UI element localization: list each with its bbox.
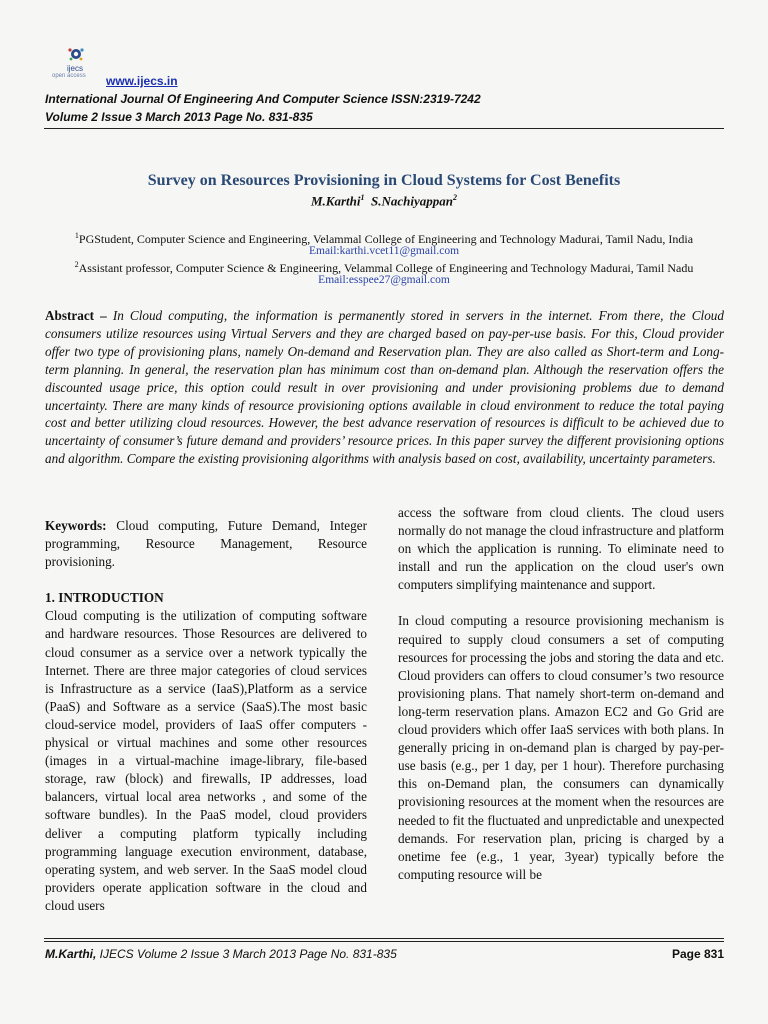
author-2-sup: 2 — [452, 193, 457, 202]
journal-name: International Journal Of Engineering And Computer Science ISSN:2319-7242 — [45, 92, 481, 106]
journal-volume: Volume 2 Issue 3 March 2013 Page No. 831-835 — [45, 110, 313, 124]
affiliation-2-text: Assistant professor, Computer Science & Engineering, Velammal College of Engineering and Technology Madurai, Tamil Nadu — [78, 261, 694, 275]
right-column — [398, 504, 724, 884]
paper-title: Survey on Resources Provisioning in Cloud Systems for Cost Benefits — [147, 172, 621, 189]
left-column — [45, 517, 367, 915]
keywords-label: Keywords: — [45, 518, 107, 533]
email-1-link[interactable]: Email:karthi.vcet11@gmail.com — [308, 245, 460, 257]
abstract-label: Abstract – — [45, 308, 113, 323]
keywords-text: Cloud computing, Future Demand, Integer programming, Resource Management, Resource provisioning. — [45, 518, 367, 570]
abstract — [45, 307, 724, 468]
right-paragraph-2: In cloud computing a resource provisioning mechanism is required to supply cloud consumers a set of computing resources for processing the jobs and storing the data and etc. Cloud providers can offers to cloud consumer’s two resource provisioning plans. That namely short-term on-demand and long-term reservation plans. Amazon EC2 and Go Grid are cloud providers which offer IaaS services with both plans. In generally pricing in on-demand plan is charged by pay-per-use basis (e.g., per 1 day, per 1 hour). Therefore purchasing this on-Demand plan, the consumers can dynamically provisioning resources at the moment when the resources are needed to fit the fluctuated and unpredictable and unexpected demands. For reservation plan, pricing is charged by a onetime fee (e.g., 1 year, 3year) typically before the computing resource will be — [398, 613, 724, 882]
author-1: M.Karthi — [311, 193, 361, 209]
page-number: Page 831 — [671, 947, 724, 961]
journal-url-link[interactable]: www.ijecs.in — [106, 74, 178, 88]
section-heading-introduction: 1. INTRODUCTION — [45, 590, 164, 606]
abstract-text: In Cloud computing, the information is permanently stored in servers in the internet. From there, the Cloud consumers utilize resources using Virtual Servers and they are charged based on pay-per-use basis. For this, Cloud provider offer two type of provisioning plans, namely On-demand and Reservation plan. They are also called as Short-term and Long-term planning. In general, the reservation plan has minimum cost than on-demand plan. Although the reservation offers the discounted usage price, this option could result in over provisioning and under provisioning problems due to demand uncertainty. There are many kinds of resource provisioning options available in cloud environment to reduce the total paying cost and better utilizing cloud resources. However, the best advance reservation of resources is difficult to be achieved due to uncertainty of consumer’s future demand and providers’ resource prices. In this paper survey the different provisioning options and algorithm. Compare the existing provisioning algorithms with analysis based on cost, availability, uncertainty parameters. — [45, 308, 724, 467]
footer-divider — [44, 938, 724, 939]
keywords — [45, 517, 367, 571]
affiliation-1-text: PGStudent, Computer Science and Engineering, Velammal College of Engineering and Technology Madurai, Tamil Nadu, India — [78, 232, 694, 246]
header-divider — [44, 128, 724, 129]
author-1-sup: 1 — [360, 193, 365, 202]
right-paragraph-1: access the software from cloud clients. The cloud users normally do not manage the cloud infrastructure and platform on which the application is running. To eliminate need to install and run the application on the cloud user's own computers simplifying maintenance and support. — [398, 505, 724, 593]
affiliation-1-sup: 1 — [74, 231, 79, 240]
email-2-link[interactable]: Email:esspee27@gmail.com — [318, 274, 450, 286]
footer-author: M.Karthi, — [45, 947, 97, 961]
paper-authors — [0, 193, 768, 209]
logo-subtext: open access — [52, 73, 86, 79]
logo-text: ijecs — [67, 64, 84, 73]
intro-paragraph: Cloud computing is the utilization of computing software and hardware resources. Those Resources are delivered to cloud consumer as a service over a network typically the Internet. There are three major categories of cloud services is Infrastructure as a service (IaaS),Platform as a service (PaaS) and Software as a service (SaaS).The most basic cloud-service model, providers of IaaS offer computers - physical or virtual machines and some other resources (images in a virtual-machine image-library, file-based storage, raw (block) and firewalls, IP addresses, load balancers, virtual local area networks , and some of the software bundles). In the PaaS model, cloud providers deliver a computing platform typically including programming language execution environment, database, operating system, and web server. In the SaaS model cloud providers operate application software in the cloud and cloud users — [45, 608, 367, 913]
footer-citation-text: IJECS Volume 2 Issue 3 March 2013 Page No. 831-835 — [96, 947, 397, 961]
footer-divider-2 — [44, 941, 724, 942]
footer-citation — [45, 947, 397, 961]
author-2: S.Nachiyappan — [371, 193, 453, 209]
affiliation-2-sup: 2 — [74, 260, 79, 269]
